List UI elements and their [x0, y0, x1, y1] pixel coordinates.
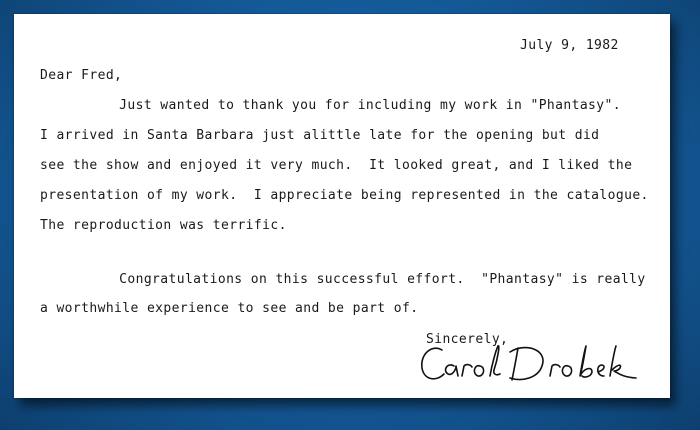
salutation: Dear Fred,	[40, 68, 123, 83]
paragraph-2-line-1: Congratulations on this successful effort. "Phantasy" is really	[78, 272, 646, 287]
closing: Sincerely,	[426, 332, 509, 347]
paragraph-1-line-2: I arrived in Santa Barbara just alittle late for the opening but did	[40, 128, 600, 143]
paragraph-1-line-5: The reproduction was terrific.	[40, 218, 287, 233]
handwritten-signature	[414, 336, 644, 390]
letter-date: July 9, 1982	[520, 38, 619, 53]
paragraph-1-line-3: see the show and enjoyed it very much. It looked great, and I liked the	[40, 158, 633, 173]
paragraph-2-line-2: a worthwhile experience to see and be part of.	[40, 301, 419, 316]
paragraph-1-line-4: presentation of my work. I appreciate being represented in the catalogue.	[40, 188, 649, 203]
letter-page	[14, 14, 670, 398]
paragraph-1-line-1: Just wanted to thank you for including my work in "Phantasy".	[78, 98, 621, 113]
